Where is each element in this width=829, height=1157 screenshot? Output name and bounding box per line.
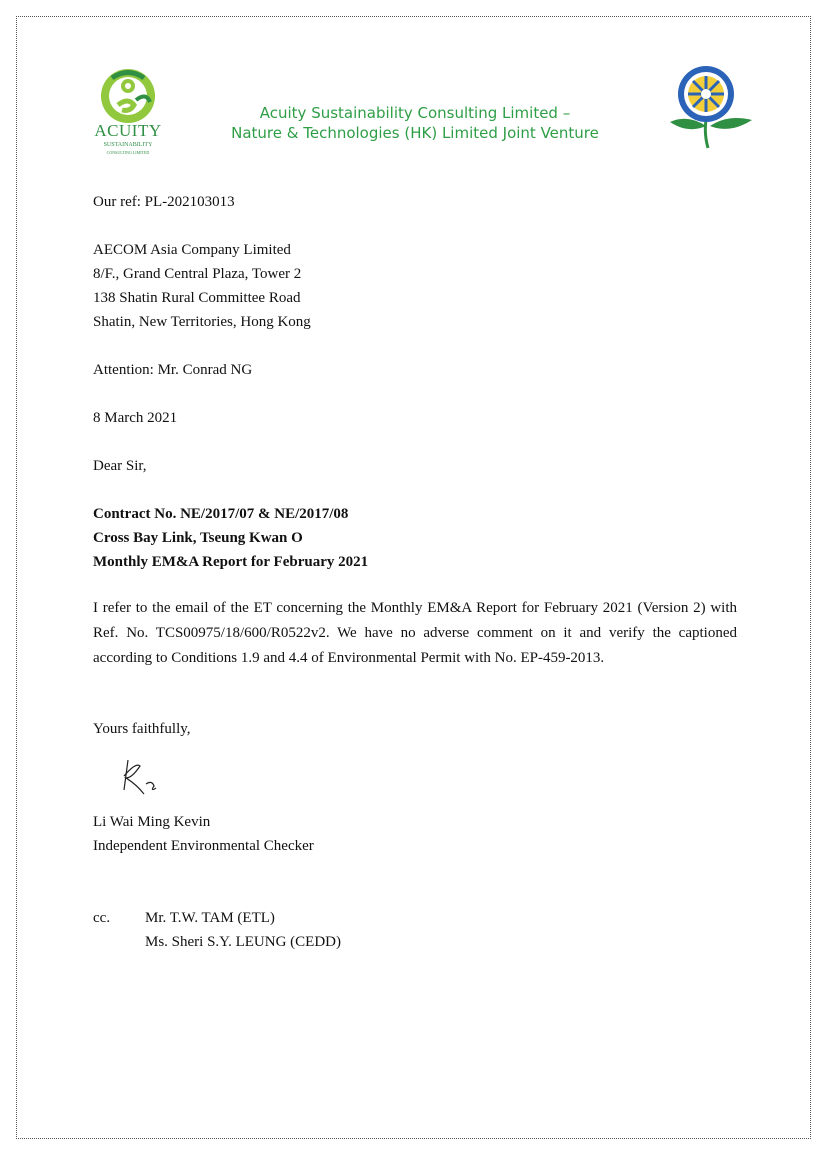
letterhead-title-line2: Nature & Technologies (HK) Limited Joint Venture <box>231 124 599 142</box>
nature-technologies-logo <box>664 64 756 150</box>
cc-recipient-1: Mr. T.W. TAM (ETL) <box>145 910 275 926</box>
letter-date: 8 March 2021 <box>93 410 178 426</box>
address-line-1: AECOM Asia Company Limited <box>93 242 291 258</box>
acuity-asc-icon <box>84 62 180 124</box>
letterhead-title-line1: Acuity Sustainability Consulting Limited – <box>259 104 571 122</box>
subject-line-1: Contract No. NE/2017/07 & NE/2017/08 <box>93 506 349 522</box>
our-ref: Our ref: PL-202103013 <box>93 194 235 210</box>
closing: Yours faithfully, <box>93 721 191 737</box>
address-line-3: 138 Shatin Rural Committee Road <box>93 290 301 306</box>
subject-line-3: Monthly EM&A Report for February 2021 <box>93 554 369 570</box>
salutation: Dear Sir, <box>93 458 147 474</box>
logo-subtitle-small: CONSULTING LIMITED <box>106 150 150 155</box>
logo-subtitle: SUSTAINABILITY <box>103 142 153 148</box>
attention-line: Attention: Mr. Conrad NG <box>93 362 253 378</box>
body-paragraph: I refer to the email of the ET concerning the Monthly EM&A Report for February 2021 (Version 2) with Ref. No. TCS00975/18/600/R0522v2. We have no adverse comment on it and verify the captioned according to Conditions 1.9 and 4.4 of Environmental Permit with No. EP-459-2013. <box>93 600 737 666</box>
subject-line-2: Cross Bay Link, Tseung Kwan O <box>93 530 303 546</box>
signatory-name: Li Wai Ming Kevin <box>93 814 211 830</box>
logo-wordmark: ACUITY <box>94 121 162 140</box>
page-border <box>16 16 811 1139</box>
acuity-logo <box>84 62 180 158</box>
letterhead-title <box>180 103 650 143</box>
address-line-4: Shatin, New Territories, Hong Kong <box>93 314 311 330</box>
address-line-2: 8/F., Grand Central Plaza, Tower 2 <box>93 266 302 282</box>
cc-label: cc. <box>93 910 111 926</box>
signatory-title: Independent Environmental Checker <box>93 838 314 854</box>
cc-recipient-2: Ms. Sheri S.Y. LEUNG (CEDD) <box>145 934 341 950</box>
signature-image <box>110 754 170 798</box>
flower-icon <box>664 64 756 150</box>
